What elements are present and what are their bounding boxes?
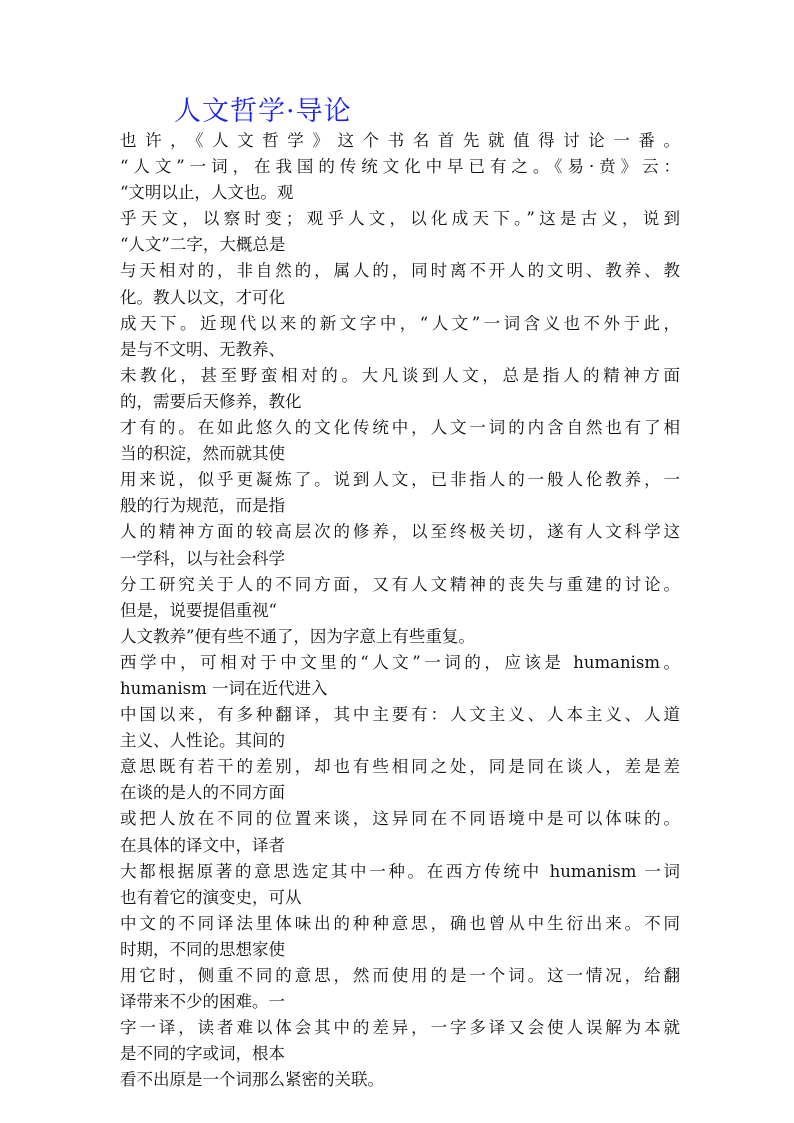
text-line: 时期，不同的思想家使	[120, 939, 285, 959]
text-line: 人文教养”便有些不通了，因为字意上有些重复。	[120, 626, 475, 646]
text-line: 用它时，侧重不同的意思，然而使用的是一个词。这一情况，给翻	[120, 966, 680, 985]
text-line: 大都根据原著的意思选定其中一种。在西方传统中 humanism 一词	[120, 861, 680, 881]
text-line: 意思既有若干的差别，却也有些相同之处，同是同在谈人，差是差	[120, 757, 680, 777]
text-line: 是不同的字或词，根本	[120, 1044, 285, 1064]
text-line: 乎天文，以察时变；观乎人文，以化成天下。”这是古义，说到	[120, 209, 680, 229]
text-line: 也有着它的演变史，可从	[120, 887, 302, 907]
text-line: 用来说，似乎更凝炼了。说到人文，已非指人的一般人伦教养，一	[120, 470, 680, 490]
text-line: 在谈的是人的不同方面	[120, 783, 285, 803]
text-line: “文明以止，人文也。观	[120, 183, 294, 203]
text-line: 中国以来，有多种翻译，其中主要有：人文主义、人本主义、人道	[120, 705, 680, 725]
text-line: 看不出原是一个词那么紧密的关联。	[120, 1070, 384, 1090]
text-line: 人的精神方面的较高层次的修养，以至终极关切，遂有人文科学这	[120, 522, 680, 542]
text-line: 化。教人以文，才可化	[120, 287, 285, 307]
text-line: 未教化，甚至野蛮相对的。大凡谈到人文，总是指人的精神方面	[120, 365, 680, 385]
text-line: 主义、人性论。其间的	[120, 731, 285, 751]
text-line: “人文”二字，大概总是	[120, 235, 286, 255]
text-line: 中文的不同译法里体味出的种种意思，确也曾从中生衍出来。不同	[120, 913, 680, 933]
text-line: 分工研究关于人的不同方面，又有人文精神的丧失与重建的讨论。	[120, 574, 680, 594]
text-line: 在具体的译文中，译者	[120, 835, 285, 855]
text-line: 与天相对的，非自然的，属人的，同时离不开人的文明、教养、教	[120, 261, 680, 281]
text-line: 也许，《人文哲学》这个书名首先就值得讨论一番。	[120, 131, 680, 150]
text-line: 但是，说要提倡重视“	[120, 600, 277, 620]
text-line: humanism 一词在近代进入	[120, 678, 328, 698]
text-line: 的，需要后天修养，教化	[120, 391, 302, 411]
text-line: 才有的。在如此悠久的文化传统中，人文一词的内含自然也有了相	[120, 418, 680, 438]
document-body	[120, 128, 680, 1093]
text-line: 译带来不少的困难。一	[120, 992, 285, 1012]
text-line: “人文”一词，在我国的传统文化中早已有之。《易·贲》云：	[120, 157, 680, 177]
text-line: 或把人放在不同的位置来谈，这异同在不同语境中是可以体味的。	[120, 809, 680, 829]
text-line: 一学科，以与社会科学	[120, 548, 285, 568]
document-title: 人文哲学·导论	[174, 96, 352, 127]
text-line: 般的行为规范，而是指	[120, 496, 285, 516]
text-line: 是与不文明、无教养、	[120, 339, 285, 359]
text-line: 字一译，读者难以体会其中的差异，一字多译又会使人误解为本就	[120, 1018, 680, 1038]
text-line: 成天下。近现代以来的新文字中，“人文”一词含义也不外于此，	[120, 313, 680, 333]
text-line: 西学中，可相对于中文里的“人文”一词的，应该是 humanism。	[120, 652, 680, 672]
text-line: 当的积淀，然而就其使	[120, 444, 285, 464]
